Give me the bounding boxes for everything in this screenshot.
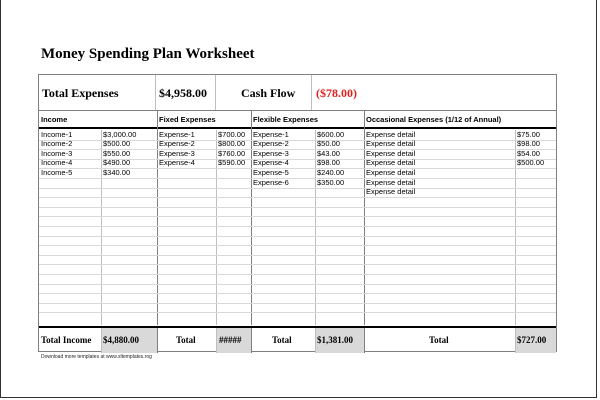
total-income-label: Total Income [41, 335, 92, 345]
grid-row-line [39, 207, 556, 208]
fixed-expenses-header: Fixed Expenses [159, 115, 216, 124]
income-item-amount[interactable]: $340.00 [103, 167, 131, 177]
total-expenses-label: Total Expenses [42, 86, 119, 100]
income-item-amount[interactable]: $500.00 [103, 139, 131, 149]
occasional-item-name[interactable]: Expense detail [366, 177, 416, 187]
occasional-item-amount[interactable]: $500.00 [517, 158, 545, 168]
income-item-name[interactable]: Income-3 [41, 148, 73, 158]
col-divider [216, 328, 217, 353]
grid-row-line [39, 312, 556, 313]
total-flexible-value[interactable]: $1,381.00 [317, 335, 353, 345]
flexible-item-name[interactable]: Expense-3 [253, 148, 289, 158]
col-divider [251, 328, 252, 353]
occasional-item-name[interactable]: Expense detail [366, 139, 416, 149]
occasional-item-amount[interactable]: $75.00 [517, 129, 540, 139]
summary-divider [311, 75, 312, 110]
total-fixed-label: Total [176, 335, 196, 345]
occasional-item-name[interactable]: Expense detail [366, 158, 416, 168]
fixed-item-name[interactable]: Expense-2 [159, 139, 195, 149]
footer-note: Download more templates at www.xltemplates.rog [41, 354, 152, 360]
income-item-amount[interactable]: $490.00 [103, 158, 131, 168]
income-item-amount[interactable]: $550.00 [103, 148, 131, 158]
summary-divider [215, 75, 216, 110]
income-item-name[interactable]: Income-5 [41, 167, 73, 177]
col-divider [101, 328, 102, 353]
total-flexible-label: Total [272, 335, 292, 345]
fixed-item-name[interactable]: Expense-3 [159, 148, 195, 158]
flexible-item-amount[interactable]: $50.00 [317, 139, 340, 149]
col-divider [157, 328, 158, 353]
grid-row-line [39, 178, 556, 179]
occasional-item-name[interactable]: Expense detail [366, 187, 416, 197]
flexible-item-amount[interactable]: $98.00 [317, 158, 340, 168]
grid-row-line [39, 197, 556, 198]
flexible-item-name[interactable]: Expense-1 [253, 129, 289, 139]
grid-row-line [39, 274, 556, 275]
fixed-item-amount[interactable]: $760.00 [218, 148, 246, 158]
expense-grid [39, 130, 556, 325]
grid-row-line [39, 293, 556, 294]
income-item-amount[interactable]: $3,000.00 [103, 129, 137, 139]
income-item-name[interactable]: Income-4 [41, 158, 73, 168]
grid-row-line [39, 245, 556, 246]
grid-row-line [39, 264, 556, 265]
fixed-item-amount[interactable]: $590.00 [218, 158, 246, 168]
grid-row-line [39, 303, 556, 304]
flexible-item-amount[interactable]: $43.00 [317, 148, 340, 158]
col-divider [364, 328, 365, 353]
total-occasional-label: Total [429, 335, 449, 345]
cash-flow-value[interactable]: ($78.00) [316, 86, 357, 100]
occasional-item-name[interactable]: Expense detail [366, 167, 416, 177]
flexible-expenses-header: Flexible Expenses [253, 115, 319, 124]
flexible-item-name[interactable]: Expense-2 [253, 139, 289, 149]
grid-row-line [39, 188, 556, 189]
total-fixed-value[interactable]: ##### [219, 335, 242, 345]
occasional-item-name[interactable]: Expense detail [366, 129, 416, 139]
grid-row-line [39, 236, 556, 237]
occasional-item-amount[interactable]: $54.00 [517, 148, 540, 158]
flexible-item-name[interactable]: Expense-5 [253, 167, 289, 177]
grid-row-line [39, 226, 556, 227]
flexible-item-name[interactable]: Expense-6 [253, 177, 289, 187]
worksheet-table [38, 74, 557, 352]
grid-row-line [39, 216, 556, 217]
flexible-item-amount[interactable]: $350.00 [317, 177, 345, 187]
fixed-item-name[interactable]: Expense-1 [159, 129, 195, 139]
col-divider [515, 328, 516, 353]
total-expenses-value[interactable]: $4,958.00 [159, 86, 207, 100]
worksheet-title: Money Spending Plan Worksheet [41, 46, 255, 62]
income-item-name[interactable]: Income-1 [41, 129, 73, 139]
occasional-expenses-header: Occasional Expenses (1/12 of Annual) [366, 115, 502, 124]
grid-row-line [39, 255, 556, 256]
flexible-item-amount[interactable]: $600.00 [317, 129, 345, 139]
flexible-item-amount[interactable]: $240.00 [317, 167, 345, 177]
summary-divider [155, 75, 156, 110]
cash-flow-label: Cash Flow [241, 86, 296, 100]
summary-row [39, 75, 556, 111]
income-item-name[interactable]: Income-2 [41, 139, 73, 149]
flexible-item-name[interactable]: Expense-4 [253, 158, 289, 168]
col-divider [315, 328, 316, 353]
grid-row-line [39, 284, 556, 285]
income-header: Income [41, 115, 68, 124]
occasional-item-name[interactable]: Expense detail [366, 148, 416, 158]
occasional-item-amount[interactable]: $98.00 [517, 139, 540, 149]
fixed-item-name[interactable]: Expense-4 [159, 158, 195, 168]
totals-row [39, 326, 556, 353]
fixed-item-amount[interactable]: $800.00 [218, 139, 246, 149]
total-occasional-value[interactable]: $727.00 [517, 335, 547, 345]
total-income-value[interactable]: $4,880.00 [103, 335, 139, 345]
fixed-item-amount[interactable]: $700.00 [218, 129, 246, 139]
